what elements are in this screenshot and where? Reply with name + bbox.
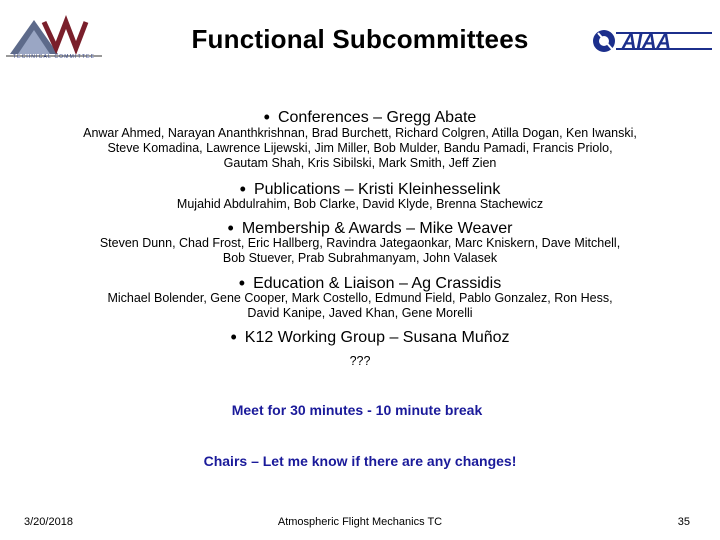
bullet-icon: • — [230, 327, 237, 347]
subcommittee-members — [0, 291, 720, 321]
subcommittee-heading — [10, 106, 720, 127]
member-line: ??? — [349, 354, 371, 368]
subcommittee-members — [0, 354, 720, 369]
member-line: David Kanipe, Javed Khan, Gene Morelli — [247, 306, 473, 320]
aiaa-logo-text: AIAA — [622, 31, 671, 53]
subcommittee-heading-text: Membership & Awards – Mike Weaver — [241, 220, 513, 237]
member-line: Steven Dunn, Chad Frost, Eric Hallberg, Ravindra Jategaonkar, Marc Kniskern, Dave Mitchell, — [99, 236, 621, 250]
bullet-icon: • — [239, 179, 246, 199]
subcommittee-heading — [10, 217, 720, 238]
subcommittee-members — [0, 126, 720, 171]
member-line: Gautam Shah, Kris Sibilski, Mark Smith, Jeff Zien — [223, 156, 497, 170]
subcommittee-heading — [10, 272, 720, 293]
member-line: Michael Bolender, Gene Cooper, Mark Costello, Edmund Field, Pablo Gonzalez, Ron Hess, — [107, 291, 613, 305]
subcommittee-heading — [10, 178, 720, 199]
member-line: Steve Komadina, Lawrence Lijewski, Jim Miller, Bob Mulder, Bandu Pamadi, Francis Priolo, — [107, 141, 613, 155]
subcommittee-heading — [10, 326, 720, 347]
subcommittee-members — [0, 197, 720, 212]
bullet-icon: • — [238, 273, 246, 293]
footer-center-text: Atmospheric Flight Mechanics TC — [277, 516, 443, 528]
meeting-note: Meet for 30 minutes - 10 minute break — [231, 402, 483, 418]
bullet-icon: • — [227, 218, 234, 238]
chairs-note: Chairs – Let me know if there are any changes! — [203, 453, 517, 469]
subcommittee-heading-text: Publications – Kristi Kleinhesselink — [253, 181, 501, 198]
subcommittee-heading-text: K12 Working Group – Susana Muñoz — [244, 329, 510, 346]
member-line: Bob Stuever, Prab Subrahmanyam, John Valasek — [222, 251, 498, 265]
member-line: Anwar Ahmed, Narayan Ananthkrishnan, Brad Burchett, Richard Colgren, Atilla Dogan, Ken Iwanski, — [83, 126, 637, 140]
subcommittee-heading-text: Conferences – Gregg Abate — [277, 109, 477, 126]
member-line: Mujahid Abdulrahim, Bob Clarke, David Klyde, Brenna Stachewicz — [176, 197, 544, 211]
page-number: 35 — [677, 516, 690, 528]
footer-date: 3/20/2018 — [24, 516, 73, 528]
subcommittee-heading-text: Education & Liaison – Ag Crassidis — [253, 275, 502, 292]
slide-title: Functional Subcommittees — [191, 24, 529, 54]
bullet-icon: • — [263, 107, 270, 127]
subcommittee-members — [0, 236, 720, 266]
afm-logo-caption: TECHNICAL COMMITTEE — [12, 54, 96, 60]
